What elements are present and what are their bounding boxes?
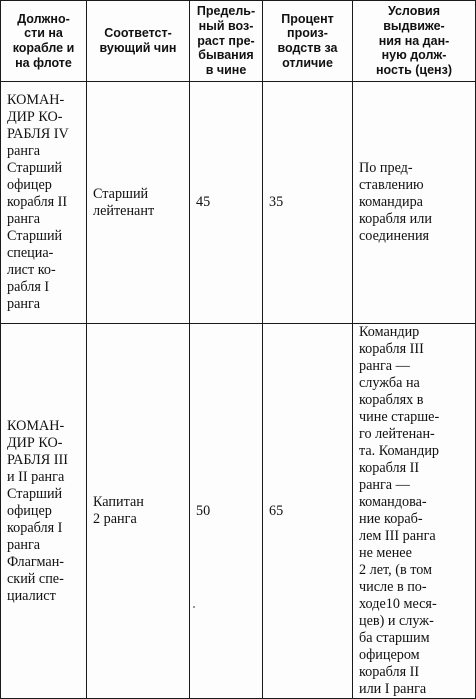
- cell-max-age: 45: [190, 82, 263, 324]
- cell-position: КОМАН- ДИР КО- РАБЛЯ III и II ранга Старший офицер корабля I ранга Флагман- ский спе- циалист: [1, 324, 87, 699]
- cell-conditions: По пред- ставлению командира корабля или соединения: [353, 82, 476, 324]
- header-rank: Соответст- вующий чин: [87, 1, 190, 82]
- cell-percent: 35: [263, 82, 353, 324]
- cell-position: КОМАН- ДИР КО- РАБЛЯ IV ранга Старший офицер корабля II ранга Старший специа- лист ко- рабля I ранга: [1, 82, 87, 324]
- cell-conditions: Командир корабля III ранга — служба на кораблях в чине старше- го лейтенан- та. Командир корабля II ранга — командова- ние кораб- лем III ранга не менее 2 лет, (в том числе в по- ходе10 меся- цев) и служ- ба старшим офицером корабля II или I ранга: [353, 324, 476, 699]
- header-max-age: Предель- ный воз- раст пре- бывания в чине: [190, 1, 263, 82]
- cell-max-age: 50: [190, 324, 263, 699]
- header-row: [1, 1, 476, 82]
- scan-speck: [193, 606, 195, 608]
- cell-rank: Капитан 2 ранга: [87, 324, 190, 699]
- cell-percent: 65: [263, 324, 353, 699]
- header-conditions: Условия выдвиже- ния на дан- ную долж- ность (ценз): [353, 1, 476, 82]
- header-percent: Процент произ- водств за отличие: [263, 1, 353, 82]
- header-position: Должно- сти на корабле и на флоте: [1, 1, 87, 82]
- table-row: [1, 324, 476, 699]
- cell-rank: Старший лейтенант: [87, 82, 190, 324]
- table-row: [1, 82, 476, 324]
